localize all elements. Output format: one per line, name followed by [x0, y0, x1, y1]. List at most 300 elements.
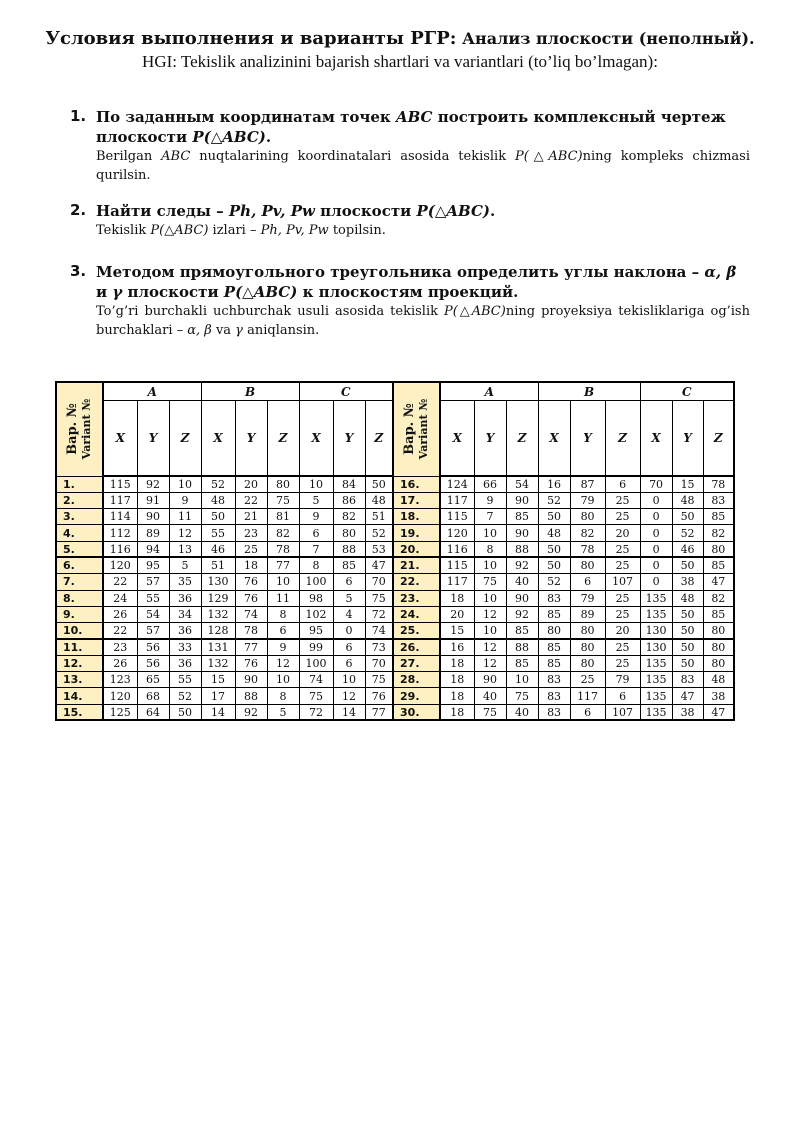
task-description [96, 147, 750, 185]
coordinate-cell: 120 [440, 525, 474, 541]
coordinate-cell: 46 [201, 541, 235, 557]
coordinate-cell: 55 [169, 672, 201, 688]
text: плоскости [122, 283, 224, 301]
text: α, β [187, 323, 212, 338]
coordinate-cell: 115 [103, 476, 137, 492]
coordinate-cell: 6 [605, 476, 640, 492]
coordinate-cell: 50 [672, 509, 703, 525]
coordinate-cell: 48 [201, 492, 235, 508]
coordinate-cell: 85 [538, 655, 570, 671]
coordinate-cell: 72 [299, 704, 333, 720]
coordinate-cell: 18 [440, 704, 474, 720]
coordinate-cell: 116 [103, 541, 137, 557]
coordinate-cell: 85 [506, 655, 538, 671]
coordinate-cell: 75 [474, 574, 506, 590]
coordinate-cell: 52 [538, 492, 570, 508]
axis-x-header: X [103, 401, 137, 477]
coordinate-cell: 132 [201, 606, 235, 622]
coordinate-cell: 77 [365, 704, 393, 720]
coordinate-cell: 115 [440, 509, 474, 525]
coordinate-cell: 114 [103, 509, 137, 525]
coordinate-cell: 90 [506, 492, 538, 508]
coordinate-cell: 50 [672, 655, 703, 671]
coordinate-cell: 10 [169, 476, 201, 492]
coordinate-cell: 94 [137, 541, 169, 557]
text: плоскости [314, 202, 417, 220]
coordinate-cell: 88 [506, 639, 538, 655]
coordinate-cell: 6 [570, 704, 605, 720]
coordinate-cell: 124 [440, 476, 474, 492]
variant-number: 26. [393, 639, 440, 655]
axis-y-header: Y [333, 401, 365, 477]
task-heading [96, 262, 750, 302]
variant-number: 7. [56, 574, 103, 590]
coordinate-cell: 25 [605, 492, 640, 508]
axis-x-header: X [440, 401, 474, 477]
table-row [56, 476, 734, 492]
task-number: 1. [70, 107, 87, 125]
coordinate-cell: 52 [538, 574, 570, 590]
coordinate-cell: 74 [365, 623, 393, 639]
coordinate-cell: 85 [703, 606, 734, 622]
text: ABC [395, 108, 433, 126]
coordinate-cell: 95 [299, 623, 333, 639]
coordinate-cell: 52 [169, 688, 201, 704]
coordinate-cell: 36 [169, 655, 201, 671]
text: P(△ABC) [223, 283, 298, 301]
group-a-header: A [440, 382, 538, 401]
coordinate-cell: 87 [570, 476, 605, 492]
coordinate-cell: 40 [506, 574, 538, 590]
variant-number: 22. [393, 574, 440, 590]
variant-number: 18. [393, 509, 440, 525]
coordinate-cell: 22 [235, 492, 267, 508]
coordinate-cell: 8 [267, 688, 299, 704]
text: к плоскостям проекций. [297, 283, 519, 301]
coordinate-cell: 83 [538, 704, 570, 720]
coordinate-cell: 130 [640, 623, 672, 639]
text: ning proyeksiya tekisliklariga og’ish burchaklari – [96, 304, 750, 338]
axis-y-header: Y [474, 401, 506, 477]
coordinate-cell: 38 [672, 574, 703, 590]
variant-number: 30. [393, 704, 440, 720]
coordinate-cell: 48 [672, 590, 703, 606]
coordinate-cell: 9 [169, 492, 201, 508]
variant-number: 13. [56, 672, 103, 688]
text: α, β [704, 263, 737, 281]
coordinate-cell: 7 [299, 541, 333, 557]
coordinate-cell: 135 [640, 704, 672, 720]
coordinate-cell: 0 [640, 525, 672, 541]
coordinate-cell: 20 [235, 476, 267, 492]
coordinate-cell: 57 [137, 574, 169, 590]
coordinate-cell: 10 [299, 476, 333, 492]
coordinate-cell: 17 [201, 688, 235, 704]
coordinate-cell: 135 [640, 655, 672, 671]
coordinate-cell: 75 [365, 672, 393, 688]
coordinate-cell: 12 [474, 639, 506, 655]
group-c-header: C [299, 382, 393, 401]
coordinate-cell: 46 [672, 541, 703, 557]
coordinate-cell: 15 [201, 672, 235, 688]
coordinate-cell: 78 [267, 541, 299, 557]
variant-number: 6. [56, 557, 103, 573]
coordinate-cell: 40 [474, 688, 506, 704]
coordinate-cell: 4 [333, 606, 365, 622]
coordinate-cell: 14 [201, 704, 235, 720]
coordinate-cell: 25 [605, 606, 640, 622]
variant-number: 19. [393, 525, 440, 541]
coordinate-cell: 38 [672, 704, 703, 720]
coordinate-cell: 80 [570, 623, 605, 639]
text: построить комплексный чертеж плоскости [96, 108, 726, 146]
coordinate-cell: 85 [333, 557, 365, 573]
coordinate-cell: 90 [506, 525, 538, 541]
coordinate-cell: 76 [365, 688, 393, 704]
coordinate-cell: 6 [333, 655, 365, 671]
coordinate-cell: 72 [365, 606, 393, 622]
coordinate-cell: 76 [235, 655, 267, 671]
axis-y-header: Y [235, 401, 267, 477]
coordinate-cell: 50 [538, 509, 570, 525]
axis-x-header: X [640, 401, 672, 477]
text: γ [235, 323, 243, 338]
coordinate-cell: 35 [169, 574, 201, 590]
coordinate-cell: 50 [538, 541, 570, 557]
coordinate-cell: 52 [365, 525, 393, 541]
coordinate-cell: 5 [267, 704, 299, 720]
coordinate-cell: 82 [703, 590, 734, 606]
title-rest: Анализ плоскости (неполный). [456, 29, 755, 48]
group-c-header: C [640, 382, 734, 401]
coordinate-cell: 92 [506, 557, 538, 573]
coordinate-cell: 51 [365, 509, 393, 525]
coordinate-cell: 23 [235, 525, 267, 541]
page-subtitle: HGI: Tekislik analizinini bajarish shartlari va variantlari (to’liq bo’lmagan): [142, 52, 658, 71]
table-row [56, 639, 734, 655]
coordinate-cell: 80 [570, 509, 605, 525]
coordinate-cell: 55 [201, 525, 235, 541]
coordinate-cell: 125 [103, 704, 137, 720]
coordinate-cell: 10 [333, 672, 365, 688]
text: topilsin. [328, 223, 386, 238]
coordinate-cell: 83 [703, 492, 734, 508]
coordinate-cell: 26 [103, 606, 137, 622]
coordinate-cell: 11 [267, 590, 299, 606]
coordinate-cell: 68 [137, 688, 169, 704]
coordinate-cell: 135 [640, 672, 672, 688]
variant-number: 23. [393, 590, 440, 606]
coordinate-cell: 123 [103, 672, 137, 688]
coordinate-cell: 10 [474, 557, 506, 573]
coordinate-cell: 9 [267, 639, 299, 655]
task-heading [96, 107, 750, 147]
coordinate-cell: 9 [474, 492, 506, 508]
coordinate-cell: 80 [703, 655, 734, 671]
text: Найти следы – [96, 202, 229, 220]
coordinate-cell: 91 [137, 492, 169, 508]
text: . [265, 128, 272, 146]
coordinate-cell: 128 [201, 623, 235, 639]
coordinate-cell: 34 [169, 606, 201, 622]
coordinate-cell: 75 [365, 590, 393, 606]
coordinate-cell: 23 [103, 639, 137, 655]
coordinate-cell: 48 [703, 672, 734, 688]
axis-y-header: Y [137, 401, 169, 477]
task-1 [70, 107, 750, 185]
coordinate-cell: 22 [103, 574, 137, 590]
coordinate-cell: 86 [333, 492, 365, 508]
coordinate-cell: 18 [440, 655, 474, 671]
coordinate-cell: 47 [672, 688, 703, 704]
coordinate-cell: 40 [506, 704, 538, 720]
coordinate-cell: 13 [169, 541, 201, 557]
coordinate-cell: 120 [103, 557, 137, 573]
coordinate-cell: 92 [137, 476, 169, 492]
coordinate-cell: 9 [299, 509, 333, 525]
coordinate-cell: 57 [137, 623, 169, 639]
coordinate-cell: 80 [570, 557, 605, 573]
coordinate-cell: 89 [137, 525, 169, 541]
variant-number: 1. [56, 476, 103, 492]
coordinate-cell: 12 [474, 655, 506, 671]
table-row [56, 688, 734, 704]
variant-number: 12. [56, 655, 103, 671]
coordinate-cell: 18 [235, 557, 267, 573]
coordinate-cell: 83 [538, 672, 570, 688]
axis-y-header: Y [672, 401, 703, 477]
coordinate-cell: 6 [267, 623, 299, 639]
coordinate-cell: 79 [605, 672, 640, 688]
coordinate-cell: 80 [570, 639, 605, 655]
table-row [56, 672, 734, 688]
variant-number: 24. [393, 606, 440, 622]
text: Berilgan [96, 149, 162, 164]
coordinate-cell: 80 [703, 639, 734, 655]
table-row [56, 492, 734, 508]
coordinate-cell: 90 [235, 672, 267, 688]
coordinate-cell: 78 [235, 623, 267, 639]
coordinate-cell: 115 [440, 557, 474, 573]
variants-table [55, 381, 735, 721]
coordinate-cell: 5 [299, 492, 333, 508]
coordinate-cell: 66 [474, 476, 506, 492]
text: va [211, 323, 236, 338]
coordinate-cell: 14 [333, 704, 365, 720]
coordinate-cell: 11 [169, 509, 201, 525]
variant-label-ru: Вар. № [64, 403, 80, 456]
variants-body [56, 476, 734, 720]
coordinate-cell: 0 [333, 623, 365, 639]
axis-z-header: Z [267, 401, 299, 477]
coordinate-cell: 112 [103, 525, 137, 541]
coordinate-cell: 74 [299, 672, 333, 688]
coordinate-cell: 84 [333, 476, 365, 492]
text: Ph, Pv, Pw [260, 223, 329, 238]
coordinate-cell: 8 [474, 541, 506, 557]
coordinate-cell: 116 [440, 541, 474, 557]
variant-number: 28. [393, 672, 440, 688]
coordinate-cell: 25 [235, 541, 267, 557]
coordinate-cell: 47 [703, 574, 734, 590]
axis-x-header: X [538, 401, 570, 477]
coordinate-cell: 10 [474, 525, 506, 541]
coordinate-cell: 129 [201, 590, 235, 606]
table-row [56, 525, 734, 541]
group-b-header: B [201, 382, 299, 401]
coordinate-cell: 75 [506, 688, 538, 704]
coordinate-cell: 52 [201, 476, 235, 492]
coordinate-cell: 90 [474, 672, 506, 688]
coordinate-cell: 83 [538, 688, 570, 704]
coordinate-cell: 50 [672, 639, 703, 655]
coordinate-cell: 20 [605, 623, 640, 639]
coordinate-cell: 70 [365, 655, 393, 671]
text: To’g’ri burchakli uchburchak usuli asosida tekislik [96, 304, 445, 319]
coordinate-cell: 75 [299, 688, 333, 704]
coordinate-cell: 85 [506, 623, 538, 639]
coordinate-cell: 33 [169, 639, 201, 655]
coordinate-cell: 25 [605, 655, 640, 671]
variant-number: 11. [56, 639, 103, 655]
task-description [96, 221, 750, 240]
text: Методом прямоугольного треугольника определить углы наклона – [96, 263, 705, 281]
task-heading [96, 201, 750, 221]
coordinate-cell: 78 [703, 476, 734, 492]
axis-y-header: Y [570, 401, 605, 477]
coordinate-cell: 117 [103, 492, 137, 508]
coordinate-cell: 15 [672, 476, 703, 492]
coordinate-cell: 48 [538, 525, 570, 541]
text: . [490, 202, 496, 220]
text: По заданным координатам точек [96, 108, 396, 126]
coordinate-cell: 47 [703, 704, 734, 720]
coordinate-cell: 117 [570, 688, 605, 704]
coordinate-cell: 82 [570, 525, 605, 541]
coordinate-cell: 95 [137, 557, 169, 573]
coordinate-cell: 73 [365, 639, 393, 655]
text: P(△ABC) [444, 304, 506, 319]
variant-number: 27. [393, 655, 440, 671]
coordinate-cell: 135 [640, 606, 672, 622]
text: P(△ABC) [416, 202, 491, 220]
coordinate-cell: 20 [605, 525, 640, 541]
title-bold: Условия выполнения и варианты РГР: [45, 28, 457, 49]
coordinate-cell: 80 [570, 655, 605, 671]
coordinate-cell: 50 [672, 557, 703, 573]
variant-number: 21. [393, 557, 440, 573]
coordinate-cell: 25 [605, 557, 640, 573]
coordinate-cell: 12 [169, 525, 201, 541]
coordinate-cell: 70 [640, 476, 672, 492]
coordinate-cell: 6 [333, 574, 365, 590]
coordinate-cell: 0 [640, 509, 672, 525]
text: Tekislik [96, 223, 151, 238]
variant-number: 8. [56, 590, 103, 606]
coordinate-cell: 0 [640, 541, 672, 557]
coordinate-cell: 80 [333, 525, 365, 541]
variant-number: 10. [56, 623, 103, 639]
coordinate-cell: 55 [137, 590, 169, 606]
coordinate-cell: 50 [169, 704, 201, 720]
table-row [56, 655, 734, 671]
coordinate-cell: 0 [640, 557, 672, 573]
coordinate-cell: 25 [605, 639, 640, 655]
coordinate-cell: 90 [137, 509, 169, 525]
coordinate-cell: 80 [703, 541, 734, 557]
coordinate-cell: 79 [570, 590, 605, 606]
coordinate-cell: 100 [299, 655, 333, 671]
group-header-row [56, 382, 734, 401]
coordinate-cell: 81 [267, 509, 299, 525]
coordinate-cell: 88 [333, 541, 365, 557]
group-a-header: A [103, 382, 201, 401]
table-row [56, 623, 734, 639]
axis-x-header: X [201, 401, 235, 477]
coordinate-cell: 92 [506, 606, 538, 622]
coordinate-cell: 50 [672, 606, 703, 622]
coordinate-cell: 130 [640, 639, 672, 655]
coordinate-cell: 85 [703, 509, 734, 525]
table-row [56, 574, 734, 590]
variant-number: 16. [393, 476, 440, 492]
variant-label-ru: Вар. № [401, 403, 417, 456]
axis-x-header: X [299, 401, 333, 477]
coordinate-cell: 8 [267, 606, 299, 622]
coordinate-cell: 65 [137, 672, 169, 688]
coordinate-cell: 25 [605, 590, 640, 606]
coordinate-cell: 135 [640, 688, 672, 704]
coordinate-cell: 25 [605, 509, 640, 525]
text: aniqlansin. [242, 323, 320, 338]
coordinate-cell: 79 [570, 492, 605, 508]
coordinate-cell: 117 [440, 574, 474, 590]
coordinate-cell: 52 [672, 525, 703, 541]
axis-z-header: Z [703, 401, 734, 477]
coordinate-cell: 16 [538, 476, 570, 492]
coordinate-cell: 88 [506, 541, 538, 557]
task-number: 3. [70, 262, 87, 280]
variant-number: 9. [56, 606, 103, 622]
coordinate-cell: 6 [299, 525, 333, 541]
coordinate-cell: 48 [365, 492, 393, 508]
coordinate-cell: 88 [235, 688, 267, 704]
coordinate-cell: 131 [201, 639, 235, 655]
coordinate-cell: 85 [703, 557, 734, 573]
coordinate-cell: 83 [672, 672, 703, 688]
coordinate-cell: 135 [640, 590, 672, 606]
coordinate-cell: 85 [538, 639, 570, 655]
coordinate-cell: 24 [103, 590, 137, 606]
coordinate-cell: 90 [506, 590, 538, 606]
coordinate-cell: 107 [605, 704, 640, 720]
coordinate-cell: 132 [201, 655, 235, 671]
variant-number: 25. [393, 623, 440, 639]
coordinate-cell: 38 [703, 688, 734, 704]
coordinate-cell: 7 [474, 509, 506, 525]
coordinate-cell: 50 [672, 623, 703, 639]
coordinate-cell: 18 [440, 672, 474, 688]
text: P(△ABC) [192, 128, 266, 146]
coordinate-cell: 64 [137, 704, 169, 720]
coordinate-cell: 74 [235, 606, 267, 622]
coordinate-cell: 80 [267, 476, 299, 492]
task-2 [70, 201, 750, 240]
coordinate-cell: 56 [137, 655, 169, 671]
coordinate-cell: 0 [640, 574, 672, 590]
coordinate-cell: 22 [103, 623, 137, 639]
coordinate-cell: 102 [299, 606, 333, 622]
